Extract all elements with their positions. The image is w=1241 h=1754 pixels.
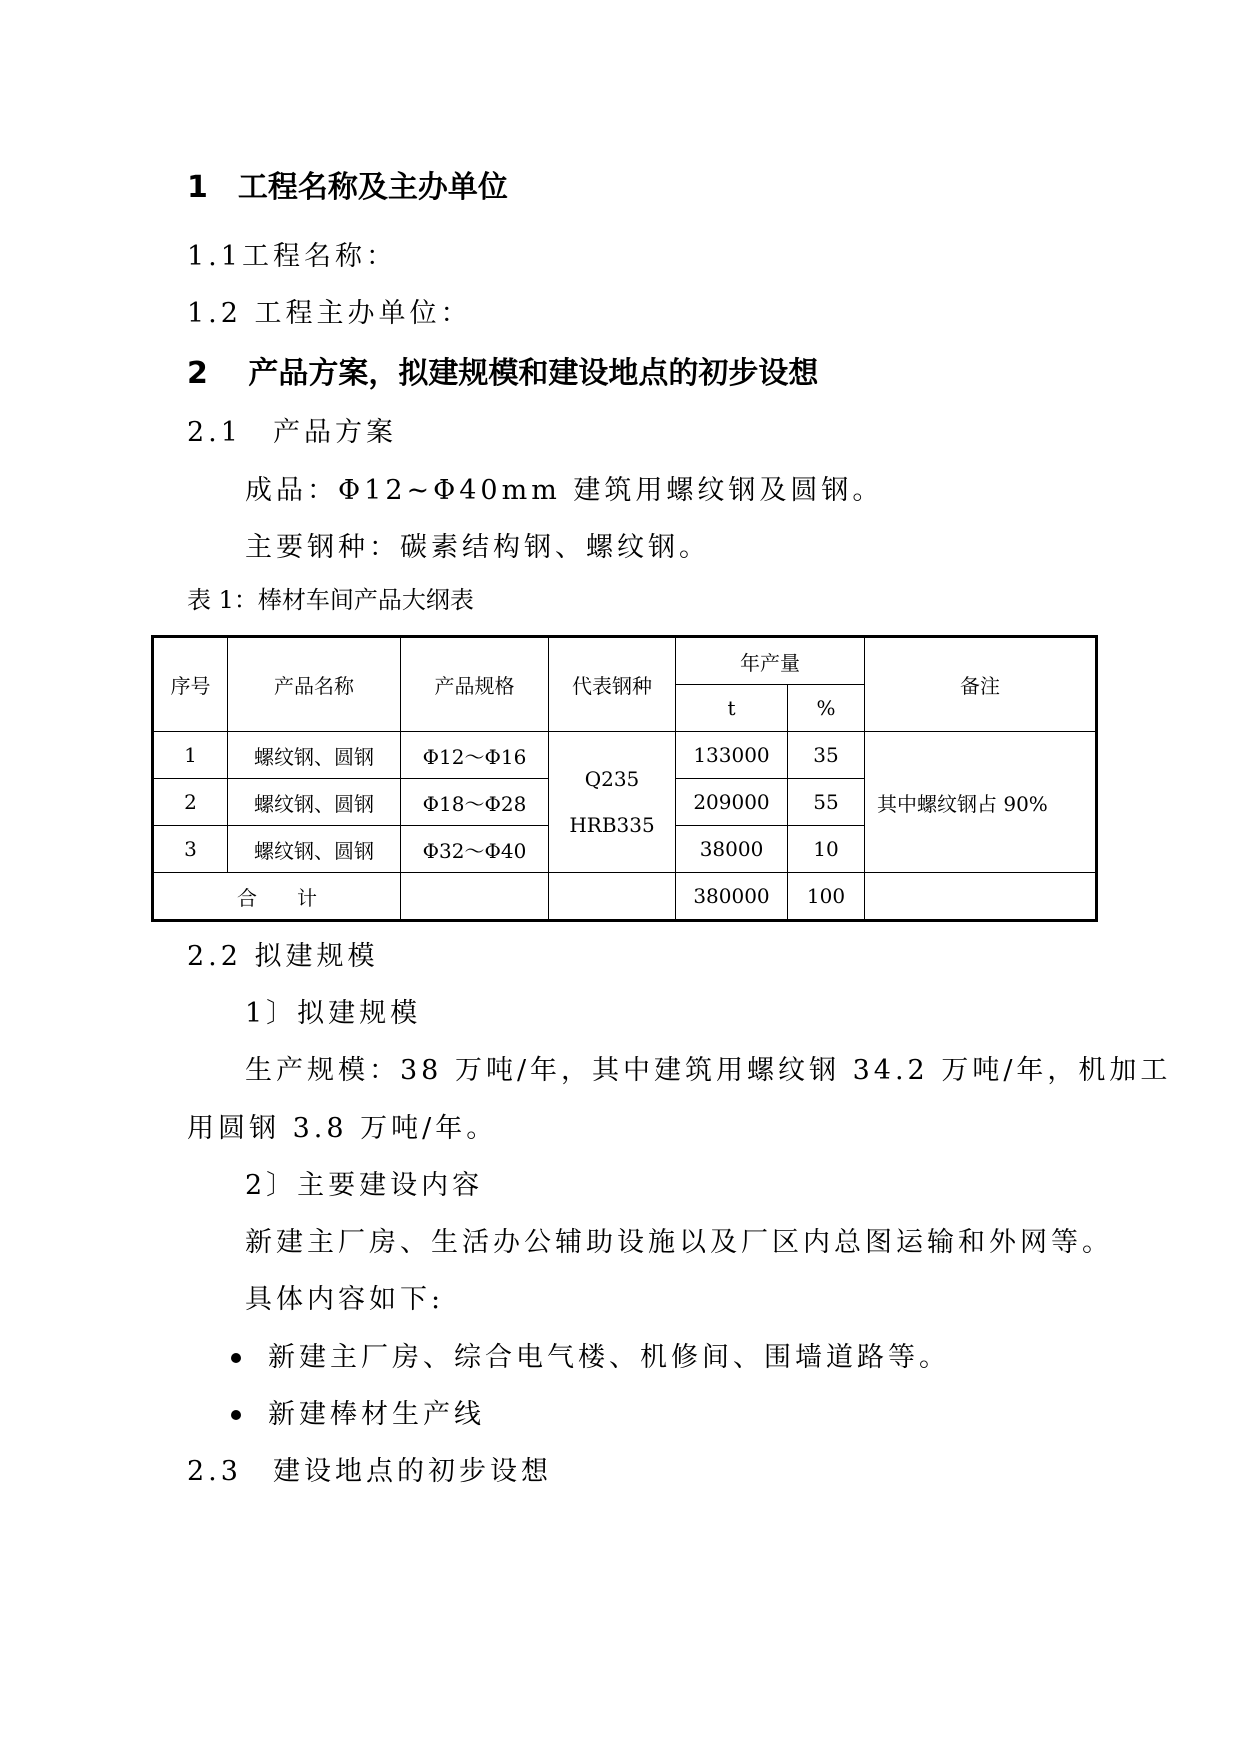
header-annual-output: 年产量 xyxy=(676,637,865,685)
row-name: 螺纹钢、圆钢 xyxy=(228,779,401,826)
table-total-row xyxy=(153,873,1097,921)
scale-heading: 1〕拟建规模 xyxy=(245,998,422,1029)
section-1-1-project-name: 1.1工程名称： xyxy=(187,241,397,272)
total-label: 合 计 xyxy=(153,873,401,921)
row-output-t: 209000 xyxy=(676,779,788,826)
product-description: 成品：Φ12~Φ40mm 建筑用螺纹钢及圆钢。 xyxy=(245,475,884,506)
section-1-2-organizer: 1.2 工程主办单位： xyxy=(187,298,472,329)
header-no: 序号 xyxy=(153,637,228,732)
row-output-pct: 35 xyxy=(788,732,865,779)
header-note: 备注 xyxy=(865,637,1097,732)
section-1-title: 1 工程名称及主办单位 xyxy=(187,170,508,205)
bullet-dot-icon xyxy=(231,1353,241,1363)
row-name: 螺纹钢、圆钢 xyxy=(228,826,401,873)
total-spec-empty xyxy=(401,873,549,921)
total-grade-empty xyxy=(549,873,676,921)
content-heading: 2〕主要建设内容 xyxy=(245,1170,484,1201)
bullet-item: 新建棒材生产线 xyxy=(268,1399,485,1430)
grade-hrb335: HRB335 xyxy=(569,813,655,837)
grade-q235: Q235 xyxy=(584,767,640,791)
row-no: 1 xyxy=(153,732,228,779)
row-spec: Φ12～Φ16 xyxy=(401,732,549,779)
steel-grades: 主要钢种：碳素结构钢、螺纹钢。 xyxy=(245,532,710,563)
row-spec: Φ18～Φ28 xyxy=(401,779,549,826)
row-no: 3 xyxy=(153,826,228,873)
row-spec: Φ32～Φ40 xyxy=(401,826,549,873)
table-row xyxy=(153,732,1097,779)
details-heading: 具体内容如下: xyxy=(245,1284,445,1315)
table-caption: 表 1：棒材车间产品大纲表 xyxy=(187,586,474,614)
note-cell: 其中螺纹钢占 90% xyxy=(865,732,1097,873)
row-output-pct: 55 xyxy=(788,779,865,826)
row-name: 螺纹钢、圆钢 xyxy=(228,732,401,779)
product-outline-table xyxy=(151,635,1098,922)
row-no: 2 xyxy=(153,779,228,826)
header-unit-t: t xyxy=(676,685,788,732)
header-spec: 产品规格 xyxy=(401,637,549,732)
row-output-pct: 10 xyxy=(788,826,865,873)
row-output-t: 38000 xyxy=(676,826,788,873)
scale-text-line-2: 用圆钢 3.8 万吨/年。 xyxy=(187,1113,498,1144)
total-note-empty xyxy=(865,873,1097,921)
header-product-name: 产品名称 xyxy=(228,637,401,732)
grade-cell xyxy=(549,732,676,873)
section-2-title: 2 产品方案，拟建规模和建设地点的初步设想 xyxy=(187,356,819,391)
scale-text-line-1: 生产规模：38 万吨/年，其中建筑用螺纹钢 34.2 万吨/年，机加工 xyxy=(245,1055,1172,1086)
total-output-pct: 100 xyxy=(788,873,865,921)
section-2-3-heading: 2.3 建设地点的初步设想 xyxy=(187,1456,552,1487)
content-text: 新建主厂房、生活办公辅助设施以及厂区内总图运输和外网等。 xyxy=(245,1227,1113,1258)
bullet-item: 新建主厂房、综合电气楼、机修间、围墙道路等。 xyxy=(268,1342,950,1373)
header-unit-pct: % xyxy=(788,685,865,732)
row-output-t: 133000 xyxy=(676,732,788,779)
bullet-dot-icon xyxy=(231,1410,241,1420)
section-2-2-heading: 2.2 拟建规模 xyxy=(187,941,379,972)
section-2-1-heading: 2.1 产品方案 xyxy=(187,417,397,448)
header-grade: 代表钢种 xyxy=(549,637,676,732)
total-output-t: 380000 xyxy=(676,873,788,921)
